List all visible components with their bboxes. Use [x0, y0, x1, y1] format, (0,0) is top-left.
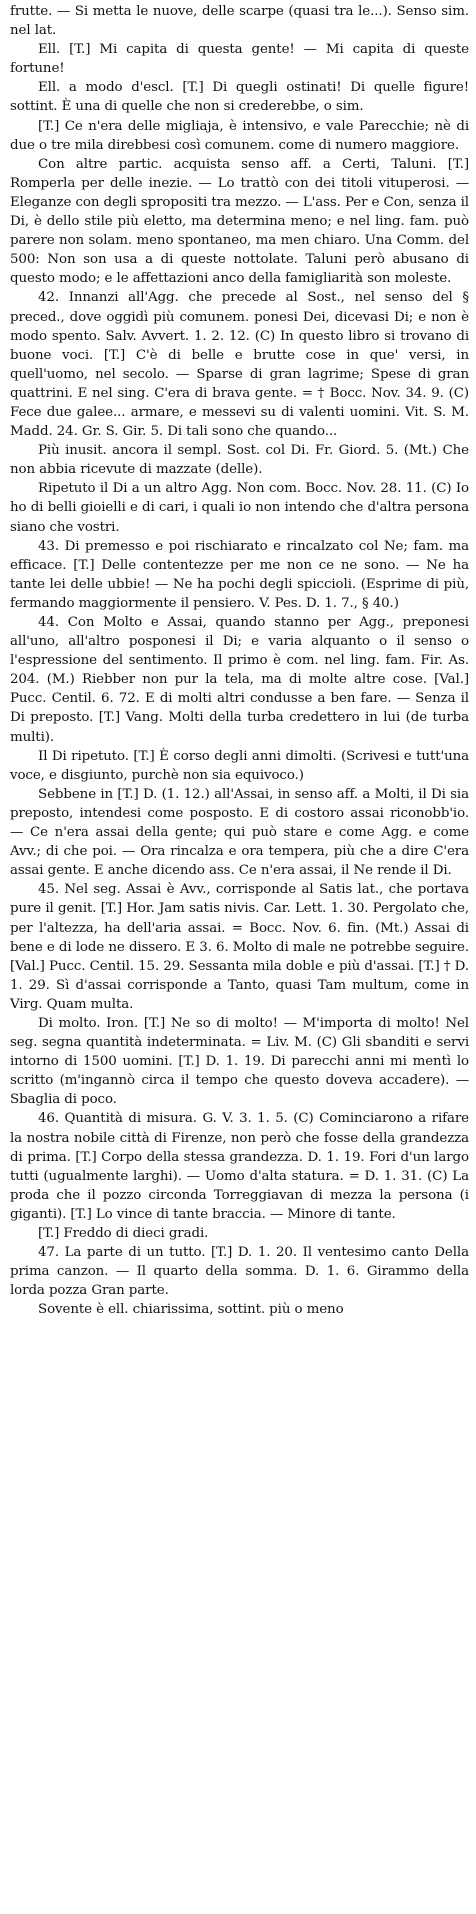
paragraph-sovente: Sovente è ell. chiarissima, sottint. più o meno	[38, 1302, 344, 1318]
paragraph-sebbene: Sebbene in [T.] D. (1. 12.) all'Assai, in senso aff. a Molti, il Di sia preposto, intendesi come posposto. E di costoro assai riconobb'io. — Ce n'era assai della gente; qui può stare e come Agg. e come Avv.; di che poi. — Ora rincalza e ora tempera, più che a dire C'era assai gente. E anche dicendo ass. Ce n'era assai, il Ne rende il Di.	[10, 786, 469, 879]
paragraph-ell-capita: Ell. [T.] Mi capita di questa gente! — Mi capita di queste fortune!	[10, 42, 469, 77]
paragraph-intensivo: [T.] Ce n'era delle migliaja, è intensivo, e vale Parecchie; nè di due o tre mila direbbesi così comunem. come di numero maggiore.	[10, 118, 469, 153]
section-47: 47. La parte di un tutto. [T.] D. 1. 20. Il ventesimo canto Della prima canzon. — Il quarto della somma. D. 1. 6. Girammo della lorda pozza Gran parte.	[10, 1245, 469, 1299]
section-44: 44. Con Molto e Assai, quando stanno per Agg., preponesi all'uno, all'altro posponesi il Di; e varia alquanto o il senso o l'espressione del sentimento. Il primo è com. nel ling. fam. Fir. As. 204. (M.) Riebber non pur la tela, ma di molte altre cose. [Val.] Pucc. Centil. 6. 72. E di molti altri condusse a ben fare. — Senza il Di preposto. [T.] Vang. Molti della turba credettero in lui (de turba multi).	[10, 615, 469, 745]
paragraph-ripetuto: Ripetuto il Di a un altro Agg. Non com. Bocc. Nov. 28. 11. (C) Io ho di belli gioielli e di cari, i quali io non intendo che d'altra persona siano che vostri.	[10, 481, 469, 535]
paragraph-continuation: frutte. — Si metta le nuove, delle scarpe (quasi tra le...). Senso sim. nel lat.	[10, 4, 469, 39]
section-46: 46. Quantità di misura. G. V. 3. 1. 5. (C) Cominciarono a rifare la nostra nobile città di Firenze, non però che fosse della grandezza di prima. [T.] Corpo della stessa grandezza. D. 1. 19. Fori d'un largo tutti (ugualmente larghi). — Uomo d'alta statura. = D. 1. 31. (C) La proda che il pozzo circonda Torreggiavan di mezza la persona (i giganti). [T.] Lo vince di tante braccia. — Minore di tante.	[10, 1111, 469, 1222]
paragraph-di-ripetuto: Il Di ripetuto. [T.] È corso degli anni dimolti. (Scrivesi e tutt'una voce, e disgiunto, purchè non sia equivoco.)	[10, 748, 469, 783]
paragraph-ell-esclamazione: Ell. a modo d'escl. [T.] Di quegli ostinati! Di quelle figure! sottint. È una di quelle che non si crederebbe, o sim.	[10, 80, 469, 115]
paragraph-piu-inusitato: Più inusit. ancora il sempl. Sost. col Di. Fr. Giord. 5. (Mt.) Che non abbia ricevute di mazzate (delle).	[10, 443, 469, 478]
section-43: 43. Di premesso e poi rischiarato e rincalzato col Ne; fam. ma efficace. [T.] Delle contentezze per me non ce ne sono. — Ne ha tante lei delle ubbie! — Ne ha pochi degli spiccioli. (Esprime di più, fermando maggiormente il pensiero. V. Pes. D. 1. 7., § 40.)	[10, 538, 469, 611]
paragraph-di-molto: Di molto. Iron. [T.] Ne so di molto! — M'importa di molto! Nel seg. segna quantità indeterminata. = Liv. M. (C) Gli sbanditi e servi intorno di 1500 uomini. [T.] D. 1. 19. Di parecchi anni mi mentì lo scritto (m'ingannò circa il tempo che questo doveva accadere). — Sbaglia di poco.	[10, 1015, 469, 1108]
paragraph-freddo: [T.] Freddo di dieci gradi.	[38, 1226, 209, 1241]
section-45: 45. Nel seg. Assai è Avv., corrisponde al Satis lat., che portava pure il genit. [T.] Hor. Jam satis nivis. Car. Lett. 1. 30. Pergolato che, per l'altezza, ha dell'aria assai. = Bocc. Nov. 6. fin. (Mt.) Assai di bene e di lode ne dissero. E 3. 6. Molto di male ne potrebbe seguire. [Val.] Pucc. Centil. 15. 29. Sessanta mila doble e più d'assai. [T.] † D. 1. 29. Sì d'assai corrisponde a Tanto, quasi Tam multum, come in Virg. Quam multa.	[10, 882, 469, 1012]
paragraph-altre-particelle: Con altre partic. acquista senso aff. a Certi, Taluni. [T.] Romperla per delle inezie. — Lo trattò con dei titoli vituperosi. — Eleganze con degli spropositi tra mezzo. — L'ass. Per e Con, senza il Di, è dello stile più eletto, ma determina meno; e nel ling. fam. può parere non solam. meno spontaneo, ma men chiaro. Una Comm. del 500: Non son usa a di queste nottolate. Taluni però abusano di questo modo; e le affettazioni anco della famigliarità son moleste.	[10, 156, 469, 287]
section-42: 42. Innanzi all'Agg. che precede al Sost., nel senso del § preced., dove oggidì più comunem. ponesi Dei, dicevasi Di; e non è modo spento. Salv. Avvert. 1. 2. 12. (C) In questo libro si trovano di buone voci. [T.] C'è di belle e brutte cose in que' versi, in quell'uomo, nel secolo. — Sparse di gran lagrime; Spese di gran quattrini. E nel sing. C'era di brava gente. = † Bocc. Nov. 34. 9. (C) Fece due galee... armare, e messevi su di valenti uomini. Vit. S. M. Madd. 24. Gr. S. Gir. 5. Di tali sono che quando...	[10, 290, 469, 440]
